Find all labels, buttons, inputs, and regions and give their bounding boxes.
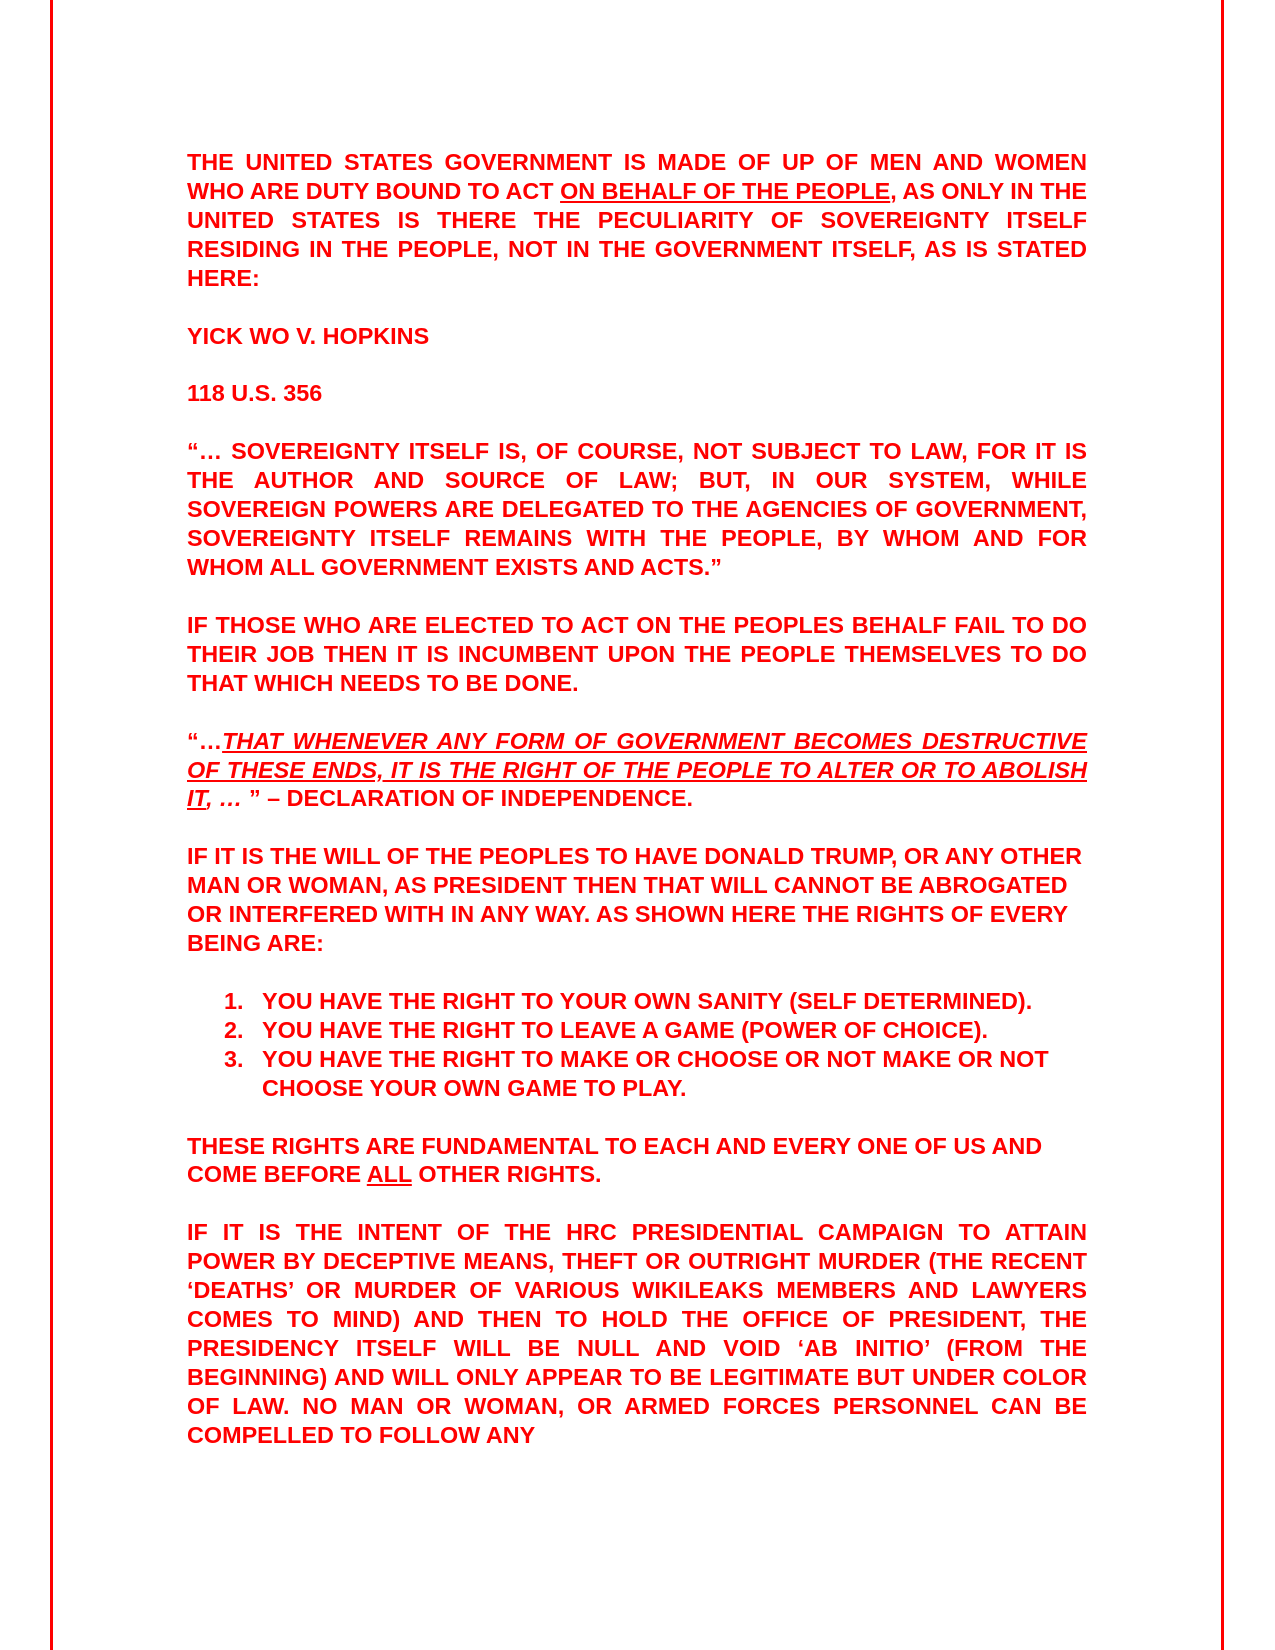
- page-border-right: [1221, 0, 1224, 1650]
- list-item: [224, 1016, 1087, 1045]
- will-paragraph: IF IT IS THE WILL OF THE PEOPLES TO HAVE DONALD TRUMP, OR ANY OTHER MAN OR WOMAN, AS PRESIDENT THEN THAT WILL CANNOT BE ABROGATED OR INTERFERED WITH IN ANY WAY. AS SHOWN HERE THE RIGHTS OF EVERY BEING ARE:: [187, 843, 1082, 957]
- underlined-phrase: ON BEHALF OF THE PEOPLE: [560, 177, 891, 204]
- document-body: [187, 148, 1087, 1479]
- list-item-text: YOU HAVE THE RIGHT TO LEAVE A GAME (POWER OF CHOICE).: [262, 1016, 988, 1043]
- duty-paragraph: IF THOSE WHO ARE ELECTED TO ACT ON THE PEOPLES BEHALF FAIL TO DO THEIR JOB THEN IT IS INCUMBENT UPON THE PEOPLE THEMSELVES TO DO THAT WHICH NEEDS TO BE DONE.: [187, 611, 1087, 696]
- list-item-text: YOU HAVE THE RIGHT TO YOUR OWN SANITY (SELF DETERMINED).: [262, 987, 1033, 1014]
- case-citation: 118 U.S. 356: [187, 380, 323, 407]
- fundamental-rights-paragraph: THESE RIGHTS ARE FUNDAMENTAL TO EACH AND EVERY ONE OF US AND COME BEFORE ALL OTHER RIGHTS.: [187, 1132, 1043, 1188]
- campaign-paragraph: IF IT IS THE INTENT OF THE HRC PRESIDENTIAL CAMPAIGN TO ATTAIN POWER BY DECEPTIVE MEANS, THEFT OR OUTRIGHT MURDER (THE RECENT ‘DEATHS’ OR MURDER OF VARIOUS WIKILEAKS MEMBERS AND LAWYERS COMES TO MIND) AND THEN TO HOLD THE OFFICE OF PRESIDENT, THE PRESIDENCY ITSELF WILL BE NULL AND VOID ‘AB INITIO’ (FROM THE BEGINNING) AND WILL ONLY APPEAR TO BE LEGITIMATE BUT UNDER COLOR OF LAW. NO MAN OR WOMAN, OR ARMED FORCES PERSONNEL CAN BE COMPELLED TO FOLLOW ANY: [187, 1219, 1087, 1448]
- declaration-quote: “…THAT WHENEVER ANY FORM OF GOVERNMENT BECOMES DESTRUCTIVE OF THESE ENDS, IT IS THE RIGHT OF THE PEOPLE TO ALTER OR TO ABOLISH IT, … ” – DECLARATION OF INDEPENDENCE.: [187, 727, 1087, 812]
- underlined-word: ALL: [366, 1161, 412, 1188]
- list-item: [224, 987, 1087, 1016]
- declaration-underlined-text: THAT WHENEVER ANY FORM OF GOVERNMENT BECOMES DESTRUCTIVE OF THESE ENDS, IT IS THE RIGHT OF THE PEOPLE TO ALTER OR TO ABOLISH IT: [187, 727, 1087, 812]
- list-item-text: YOU HAVE THE RIGHT TO MAKE OR CHOOSE OR NOT MAKE OR NOT CHOOSE YOUR OWN GAME TO PLAY.: [262, 1045, 1049, 1101]
- list-item-number: 3.: [224, 1045, 244, 1072]
- list-item: [224, 1045, 1087, 1103]
- page-border-left: [50, 0, 53, 1650]
- case-name: YICK WO V. HOPKINS: [187, 322, 430, 349]
- case-quote: “… SOVEREIGNTY ITSELF IS, OF COURSE, NOT SUBJECT TO LAW, FOR IT IS THE AUTHOR AND SOURCE OF LAW; BUT, IN OUR SYSTEM, WHILE SOVEREIGN POWERS ARE DELEGATED TO THE AGENCIES OF GOVERNMENT, SOVEREIGNTY ITSELF REMAINS WITH THE PEOPLE, BY WHOM AND FOR WHOM ALL GOVERNMENT EXISTS AND ACTS.”: [187, 438, 1087, 580]
- list-item-number: 1.: [224, 987, 244, 1014]
- rights-list: [187, 987, 1087, 1103]
- list-item-number: 2.: [224, 1016, 244, 1043]
- intro-paragraph: THE UNITED STATES GOVERNMENT IS MADE OF UP OF MEN AND WOMEN WHO ARE DUTY BOUND TO ACT ON BEHALF OF THE PEOPLE, AS ONLY IN THE UNITED STATES IS THERE THE PECULIARITY OF SOVEREIGNTY ITSELF RESIDING IN THE PEOPLE, NOT IN THE GOVERNMENT ITSELF, AS IS STATED HERE:: [187, 149, 1087, 291]
